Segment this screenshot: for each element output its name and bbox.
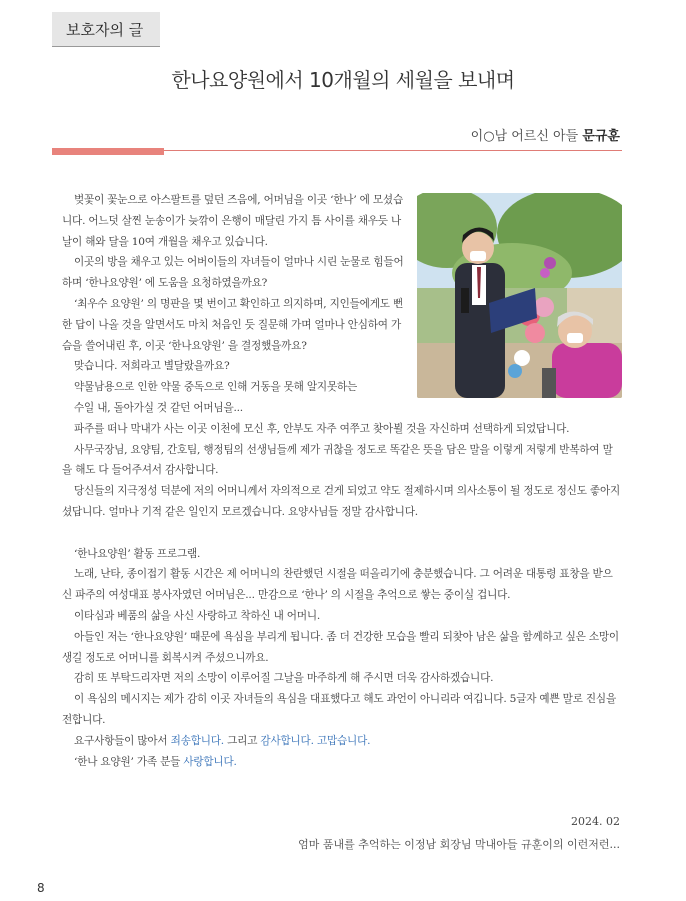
closing-prefix-2: ‘한나 요양원’ 가족 분들 xyxy=(74,755,184,768)
paragraph: 이타심과 베품의 삶을 사신 사랑하고 착하신 내 어머니. xyxy=(74,609,321,622)
paragraph: 당신들의 지극정성 덕분에 저의 어머니께서 자의적으로 걷게 되었고 약도 절제하시며 의사소통이 될 정도로 정신도 좋아지셨답니다. 얼마나 기적 같은 일인지 모르겠습니다. 요양사님들 정말 감사합니다. xyxy=(62,485,621,518)
article-body xyxy=(62,190,622,772)
paragraph: 벚꽃이 꽃눈으로 아스팔트를 덮던 즈음에, 어머님을 이곳 ‘한나’ 에 모셨습니다. 어느덧 살찐 눈송이가 늦깎이 은행이 매달린 가지 틈 사이를 채우듯 나날이 해와 달을 10여 개월을 채우고 있습니다. xyxy=(62,194,403,248)
signature: 엄마 품내를 추억하는 이정남 회장님 막내아들 규훈이의 이런저런... xyxy=(298,838,620,851)
paragraph: 이곳의 방을 채우고 있는 어버이들의 자녀들이 얼마나 시린 눈물로 힘들어하며 ‘한나요양원’ 에 도움을 요청하였을까요? xyxy=(62,256,404,290)
paragraph: 이 욕심의 메시지는 제가 감히 이곳 자녀들의 욕심을 대표했다고 해도 과언이 아니리라 여깁니다. 5글자 예쁜 말로 진심을 전합니다. xyxy=(62,693,616,726)
paragraph: 노래, 난타, 종이접기 활동 시간은 제 어머니의 찬란했던 시절을 떠올리기에 충분했습니다. 그 어려운 대통령 표창을 받으신 파주의 여성대표 봉사자였던 어머님은... 만감으로 ‘한나’ 의 시절을 추억으로 쌓는 중이실 겁니다. xyxy=(62,568,613,602)
closing-line-2 xyxy=(62,752,622,773)
paragraph: 사무국장님, 요양팀, 간호팀, 행정팀의 선생님들께 제가 귀찮을 정도로 똑같은 뜻을 담은 말을 이렇게 저렇게 반복하여 말을 해도 다 들어주셔서 감사합니다. xyxy=(62,443,613,477)
section-tab-underline xyxy=(52,46,160,47)
closing-mid: 그리고 xyxy=(223,734,261,747)
page-number: 8 xyxy=(37,881,45,895)
author-name: 문규훈 xyxy=(582,129,620,144)
paragraph: 아들인 저는 ‘한나요양원’ 때문에 욕심을 부리게 됩니다. 좀 더 건강한 모습을 빨리 되찾아 남은 삶을 함께하고 싶은 소망이 생길 정도로 어머니를 회복시켜 주셨으니까요. xyxy=(62,630,619,664)
date: 2024. 02 xyxy=(571,815,620,828)
paragraph: 감히 또 부탁드리자면 저의 소망이 이루어질 그날을 마주하게 해 주시면 더욱 감사하겠습니다. xyxy=(74,672,494,685)
paragraph: 파주를 떠나 막내가 사는 이곳 이천에 모신 후, 안부도 자주 여쭈고 찾아뵐 것을 자신하며 선택하게 되었답니다. xyxy=(74,422,570,435)
paragraph: 약물남용으로 인한 약물 중독으로 인해 거동을 못해 알지못하는 xyxy=(74,381,358,394)
section-tab xyxy=(52,12,160,46)
grateful-text: 고맙습니다. xyxy=(316,734,371,747)
author-line xyxy=(471,125,620,144)
article-title: 한나요양원에서 10개월의 세월을 보내며 xyxy=(171,68,515,92)
paragraph: ‘최우수 요양원’ 의 명판을 몇 번이고 확인하고 의지하며, 지인들에게도 뻔한 답이 나올 것을 알면서도 마치 처음인 듯 질문해 가며 얼마나 안심하여 가슴을 쓸어내린 후, 이곳 ‘한나요양원’ 을 결정했을까요? xyxy=(62,297,403,352)
paragraph: 수일 내, 돌아가실 것 같던 어머님을... xyxy=(74,401,243,414)
sorry-text: 죄송합니다. xyxy=(170,734,224,747)
closing-prefix: 요구사항들이 많아서 xyxy=(74,734,171,747)
author-relation: 이○남 어르신 아들 xyxy=(470,129,583,144)
header-divider-accent xyxy=(52,148,164,155)
love-text: 사랑합니다. xyxy=(183,755,237,768)
section-label: 보호자의 글 xyxy=(66,21,144,39)
thanks-text: 감사합니다. xyxy=(260,734,314,747)
closing-line-1 xyxy=(62,731,622,752)
paragraph: ‘한나요양원’ 활동 프로그램. xyxy=(74,547,201,560)
paragraph: 맞습니다. 저희라고 별달랐을까요? xyxy=(74,360,230,373)
